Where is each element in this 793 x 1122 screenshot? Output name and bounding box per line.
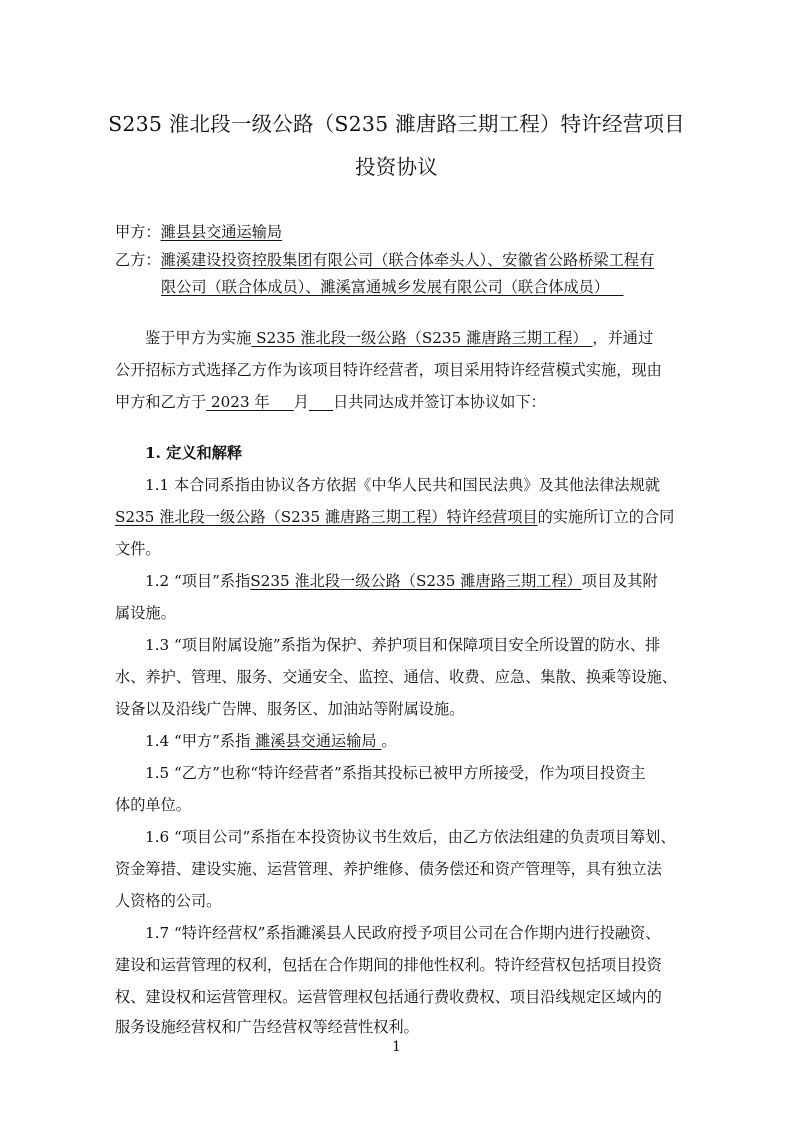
clause-party-a-name: 濉溪县交通运输局 xyxy=(250,732,382,750)
preamble-project-name: S235 淮北段一级公路（S235 濉唐路三期工程） xyxy=(251,329,593,347)
clause-text: 1.4 “甲方”系指 xyxy=(145,732,251,750)
preamble-month-label: 月 xyxy=(293,393,309,411)
preamble-line-2: 公开招标方式选择乙方作为该项目特许经营者，项目采用特许经营模式实施，现由 xyxy=(115,361,662,379)
preamble-year: 2023 年 xyxy=(206,393,270,411)
preamble-text: 甲方和乙方于 xyxy=(115,393,207,411)
clause-1-1-line-1: 1.1 本合同系指由协议各方依据《中华人民共和国民法典》及其他法律法规就 xyxy=(145,476,660,494)
clause-text: 1.2 “项目”系指 xyxy=(145,572,251,590)
preamble-line-1 xyxy=(145,328,685,348)
preamble-line-3 xyxy=(115,392,685,412)
clause-1-7-line-2: 建设和运营管理的权利，包括在合作期间的排他性权利。特许经营权包括项目投资 xyxy=(115,956,662,974)
clause-text: 的实施所订立的合同 xyxy=(537,508,675,526)
party-a xyxy=(115,222,685,242)
clause-project-name: S235 淮北段一级公路（S235 濉唐路三期工程） xyxy=(250,572,582,590)
clause-1-3-line-1: 1.3 “项目附属设施”系指为保护、养护项目和保障项目安全所设置的防水、排 xyxy=(145,636,661,654)
clause-1-1-line-2 xyxy=(115,507,685,527)
clause-1-5-line-1: 1.5 “乙方”也称“特许经营者”系指其投标已被甲方所接受，作为项目投资主 xyxy=(145,764,646,782)
party-a-value: 濉县县交通运输局 xyxy=(160,223,283,241)
clause-1-2-line-1 xyxy=(145,571,685,591)
party-b-cont xyxy=(161,277,731,297)
clause-text: 项目及其附 xyxy=(581,572,658,590)
document-title: S235 淮北段一级公路（S235 濉唐路三期工程）特许经营项目 xyxy=(108,112,685,136)
clause-1-1-line-3: 文件。 xyxy=(115,540,161,558)
party-b-value-line2: 限公司（联合体成员）、濉溪富通城乡发展有限公司（联合体成员） xyxy=(161,278,610,296)
preamble-text: 鉴于甲方为实施 xyxy=(145,329,252,347)
clause-1-7-line-3: 权、建设权和运营管理权。运营管理权包括通行费收费权、项目沿线规定区域内的 xyxy=(115,988,662,1006)
preamble-text: 日共同达成并签订本协议如下： xyxy=(333,393,546,411)
party-b xyxy=(115,250,685,270)
clause-text: 。 xyxy=(381,732,397,750)
clause-1-3-line-3: 设备以及沿线广告牌、服务区、加油站等附属设施。 xyxy=(115,700,465,718)
document-subtitle: 投资协议 xyxy=(355,155,438,179)
clause-1-6-line-2: 资金筹措、建设实施、运营管理、养护维修、债务偿还和资产管理等，具有独立法 xyxy=(115,860,662,878)
party-a-label: 甲方： xyxy=(115,223,161,241)
section-heading: 1. 定义和解释 xyxy=(145,444,243,462)
page-number: 1 xyxy=(392,1039,401,1055)
clause-1-5-line-2: 体的单位。 xyxy=(115,796,191,814)
clause-1-6-line-3: 人资格的公司。 xyxy=(115,892,222,910)
clause-project-name: S235 淮北段一级公路（S235 濉唐路三期工程）特许经营项目 xyxy=(115,508,538,526)
clause-1-6-line-1: 1.6 “项目公司”系指在本投资协议书生效后，由乙方依法组建的负责项目筹划、 xyxy=(145,828,676,846)
clause-1-2-line-2: 属设施。 xyxy=(115,604,176,622)
clause-1-7-line-4: 服务设施经营权和广告经营权等经营性权利。 xyxy=(115,1018,419,1036)
preamble-text: ，并通过 xyxy=(592,329,654,347)
party-b-value-line1: 濉溪建设投资控股集团有限公司（联合体牵头人）、安徽省公路桥梁工程有 xyxy=(160,251,655,269)
party-b-label: 乙方： xyxy=(115,251,161,269)
clause-1-4 xyxy=(145,731,685,751)
clause-1-7-line-1: 1.7 “特许经营权”系指濉溪县人民政府授予项目公司在合作期内进行投融资、 xyxy=(145,924,661,942)
clause-1-3-line-2: 水、养护、管理、服务、交通安全、监控、通信、收费、应急、集散、换乘等设施、 xyxy=(115,668,677,686)
